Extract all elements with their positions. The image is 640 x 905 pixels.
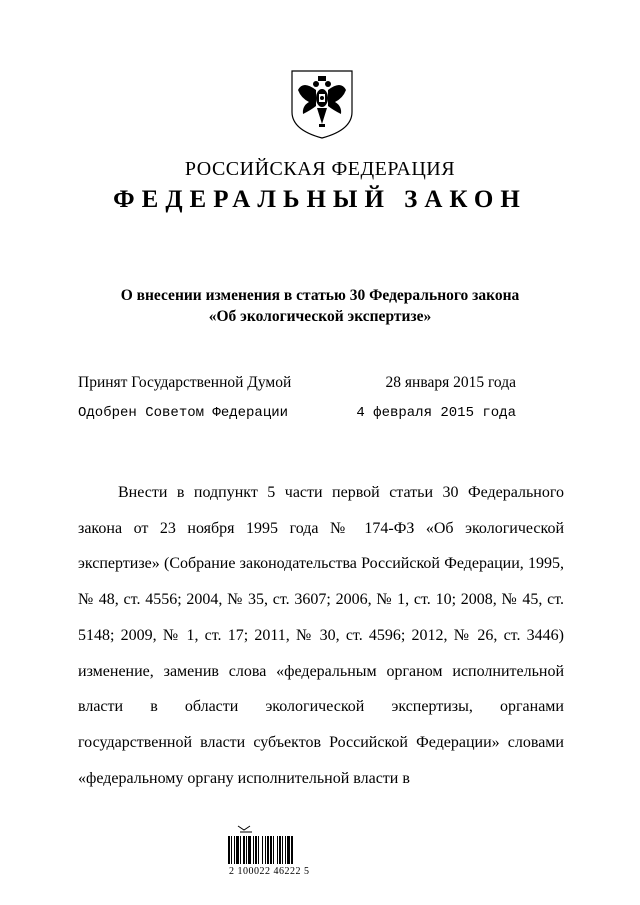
body-paragraph: Внести в подпункт 5 части первой статьи 30 Федерального закона от 23 ноября 1995 года № 174-ФЗ «Об экологической экспертизе» (Собрание законодательства Российской Федерации, 1995, № 48, ст. 4556; 2004, № 35, ст. 3607; 2006, № 1, ст. 10; 2008, № 45, ст. 5148; 2009, № 1, ст. 17; 2011, № 30, ст. 4596; 2012, № 26, ст. 3446) изменение, заменив слова «федеральным органом исполнительной власти в области экологической экспертизы, органами государственной власти субъектов Российской Федерации» словами «федеральному органу исполнительной власти в [78,484,564,787]
adoption-date: 4 февраля 2015 года [356,405,516,421]
law-title-line-2: «Об экологической экспертизе» [208,308,432,325]
country-name: РОССИЙСКАЯ ФЕДЕРАЦИЯ [184,158,456,180]
law-body [78,475,564,796]
adoption-row-federation-council [78,405,516,421]
adoption-row-duma [78,374,516,392]
barcode-number: 2 100022 46222 5 [229,866,310,877]
adoption-label: Принят Государственной Думой [78,374,292,391]
law-title [0,285,640,327]
coat-of-arms-emblem [289,68,355,140]
law-title-line-1: О внесении изменения в статью 30 Федерального закона [120,287,520,304]
document-type: ФЕДЕРАЛЬНЫЙ ЗАКОН [113,186,527,213]
adoption-label: Одобрен Советом Федерации [78,405,289,421]
adoption-date: 28 января 2015 года [385,374,516,391]
